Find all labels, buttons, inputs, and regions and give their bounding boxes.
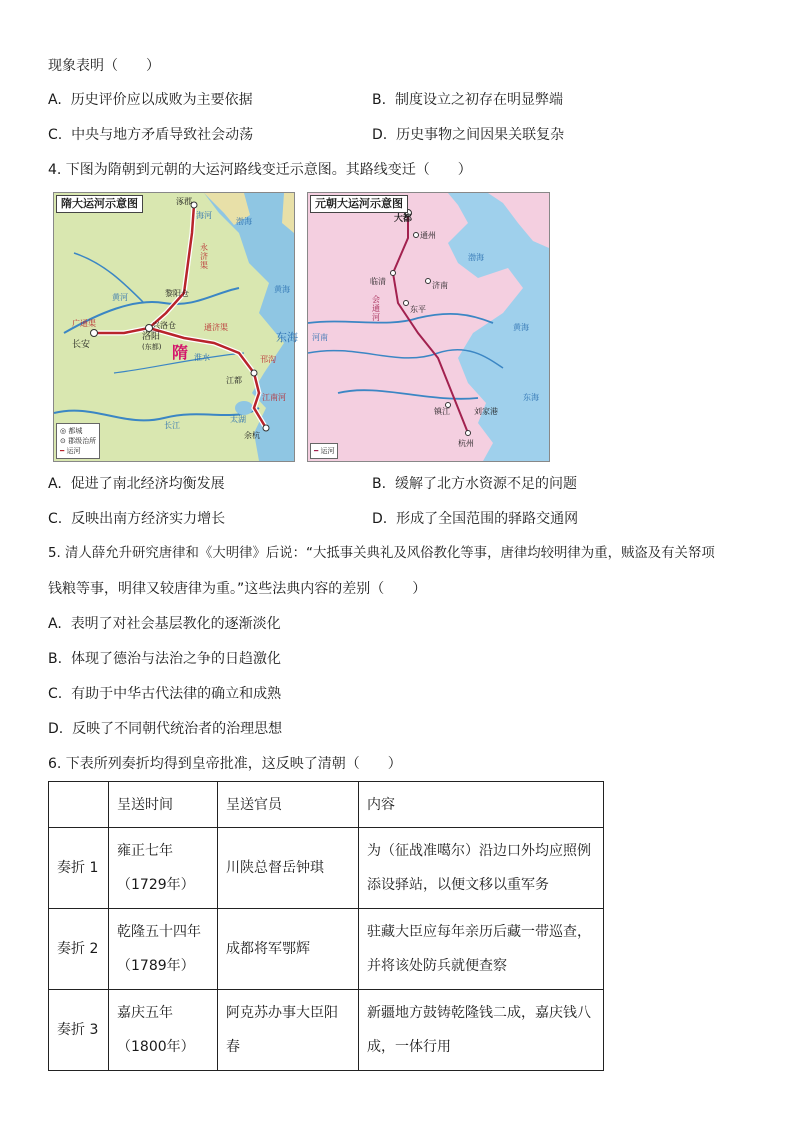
label-yuan-donghai: 东海 (523, 393, 539, 402)
label-liujiagang: 刘家港 (474, 407, 498, 416)
label-tongji: 通济渠 (204, 323, 228, 332)
table-cell: 奏折 1 (49, 828, 109, 909)
yuan-map-title: 元朝大运河示意图 (310, 195, 408, 213)
table-cell: 新疆地方鼓铸乾隆钱二成，嘉庆钱八成，一体行用 (359, 990, 604, 1071)
table-cell: 驻藏大臣应每年亲历后藏一带巡查，并将该处防兵就便查察 (359, 909, 604, 990)
sui-map-legend: ◎ 都城 ⊙ 郡级治所 ━ 运河 (56, 423, 100, 459)
label-luoyang-sub: (东都) (142, 343, 162, 351)
q6-stem: 6. 下表所列奏折均得到皇帝批准，这反映了清朝（ ） (48, 756, 402, 772)
memorial-table (48, 781, 604, 1071)
sui-canal-map (53, 192, 298, 462)
q5-option-b[interactable]: B. 体现了德治与法治之争的日趋激化 (48, 651, 281, 667)
q3-option-d[interactable]: D. 历史事物之间因果关联复杂 (372, 127, 565, 143)
table-row (49, 990, 604, 1071)
label-chang: 长江 (164, 421, 180, 430)
label-huang: 黄河 (112, 293, 128, 302)
q4-option-a[interactable]: A. 促进了南北经济均衡发展 (48, 476, 225, 492)
label-guangtong: 广通渠 (72, 319, 96, 328)
label-yongji: 永济渠 (200, 243, 208, 270)
label-dongping: 东平 (410, 305, 426, 314)
label-liyang: 黎阳仓 (165, 289, 189, 298)
table-row (49, 909, 604, 990)
yuan-map-legend: ━ 运河 (310, 443, 338, 459)
label-henan: 河南 (312, 333, 328, 342)
label-jiangnan: 江南河 (262, 393, 286, 402)
table-cell: 奏折 2 (49, 909, 109, 990)
label-dadu: 大都 (394, 214, 413, 224)
label-yuhang: 余杭 (244, 431, 260, 440)
q3-option-a[interactable]: A. 历史评价应以成败为主要依据 (48, 92, 253, 108)
label-linqing: 临清 (370, 277, 386, 286)
label-hanguo: 邗沟 (260, 355, 276, 364)
table-cell: 嘉庆五年（1800年） (109, 990, 218, 1071)
q3-option-c[interactable]: C. 中央与地方矛盾导致社会动荡 (48, 127, 254, 143)
label-hangzhou: 杭州 (458, 439, 474, 448)
label-changan: 长安 (72, 340, 91, 350)
table-header-cell: 内容 (359, 782, 604, 828)
label-huai: 淮水 (194, 353, 210, 362)
q5-option-c[interactable]: C. 有助于中华古代法律的确立和成熟 (48, 686, 282, 702)
label-yuan-bohai: 渤海 (468, 253, 484, 262)
q3-option-b[interactable]: B. 制度设立之初存在明显弊端 (372, 92, 563, 108)
table-cell: 为（征战准噶尔）沿边口外均应照例添设驿站，以便文移以重军务 (359, 828, 604, 909)
table-cell: 阿克苏办事大臣阳春 (218, 990, 359, 1071)
table-header-cell: 呈送官员 (218, 782, 359, 828)
table-cell: 成都将军鄂辉 (218, 909, 359, 990)
q4-option-d[interactable]: D. 形成了全国范围的驿路交通网 (372, 511, 579, 527)
label-sui-bohai: 渤海 (236, 217, 252, 226)
q4-option-b[interactable]: B. 缓解了北方水资源不足的问题 (372, 476, 577, 492)
table-header-cell (49, 782, 109, 828)
table-row (49, 828, 604, 909)
label-xingluo: 兴洛仓 (152, 321, 176, 330)
table-header-cell: 呈送时间 (109, 782, 218, 828)
yuan-canal-map (307, 192, 550, 462)
label-jinan: 济南 (432, 281, 448, 290)
label-sui-huanghai: 黄海 (274, 285, 290, 294)
table-header-row (49, 782, 604, 828)
q4-option-c[interactable]: C. 反映出南方经济实力增长 (48, 511, 226, 527)
label-jiangdu: 江都 (226, 376, 242, 385)
label-sui-donghai: 东海 (276, 331, 298, 344)
table-cell: 川陕总督岳钟琪 (218, 828, 359, 909)
label-luoyang: 洛阳 (142, 332, 161, 342)
sui-map-title: 隋大运河示意图 (56, 195, 143, 213)
label-zhenjiang: 镇江 (434, 407, 450, 416)
q5-option-a[interactable]: A. 表明了对社会基层教化的逐渐淡化 (48, 616, 281, 632)
label-zhuojun: 涿郡 (176, 197, 192, 206)
table-cell: 乾隆五十四年（1789年） (109, 909, 218, 990)
label-tongzhou: 通州 (420, 231, 436, 240)
q3-stem-tail: 现象表明（ ） (48, 58, 160, 74)
q4-stem: 4. 下图为隋朝到元朝的大运河路线变迁示意图。其路线变迁（ ） (48, 162, 472, 178)
label-haihe: 海河 (196, 211, 212, 220)
q5-option-d[interactable]: D. 反映了不同朝代统治者的治理思想 (48, 721, 283, 737)
label-huitong: 会通河 (372, 295, 380, 322)
label-yuan-huanghai: 黄海 (513, 323, 529, 332)
label-taihu: 太湖 (230, 415, 246, 424)
label-sui: 隋 (172, 343, 189, 362)
q5-stem-line2: 钱粮等事，明律又较唐律为重。”这些法典内容的差别（ ） (48, 581, 427, 597)
table-cell: 雍正七年（1729年） (109, 828, 218, 909)
table-cell: 奏折 3 (49, 990, 109, 1071)
q5-stem-line1: 5. 清人薛允升研究唐律和《大明律》后说：“大抵事关典礼及风俗教化等事，唐律均较明律为重，贼盗及有关帑项 (48, 546, 715, 561)
